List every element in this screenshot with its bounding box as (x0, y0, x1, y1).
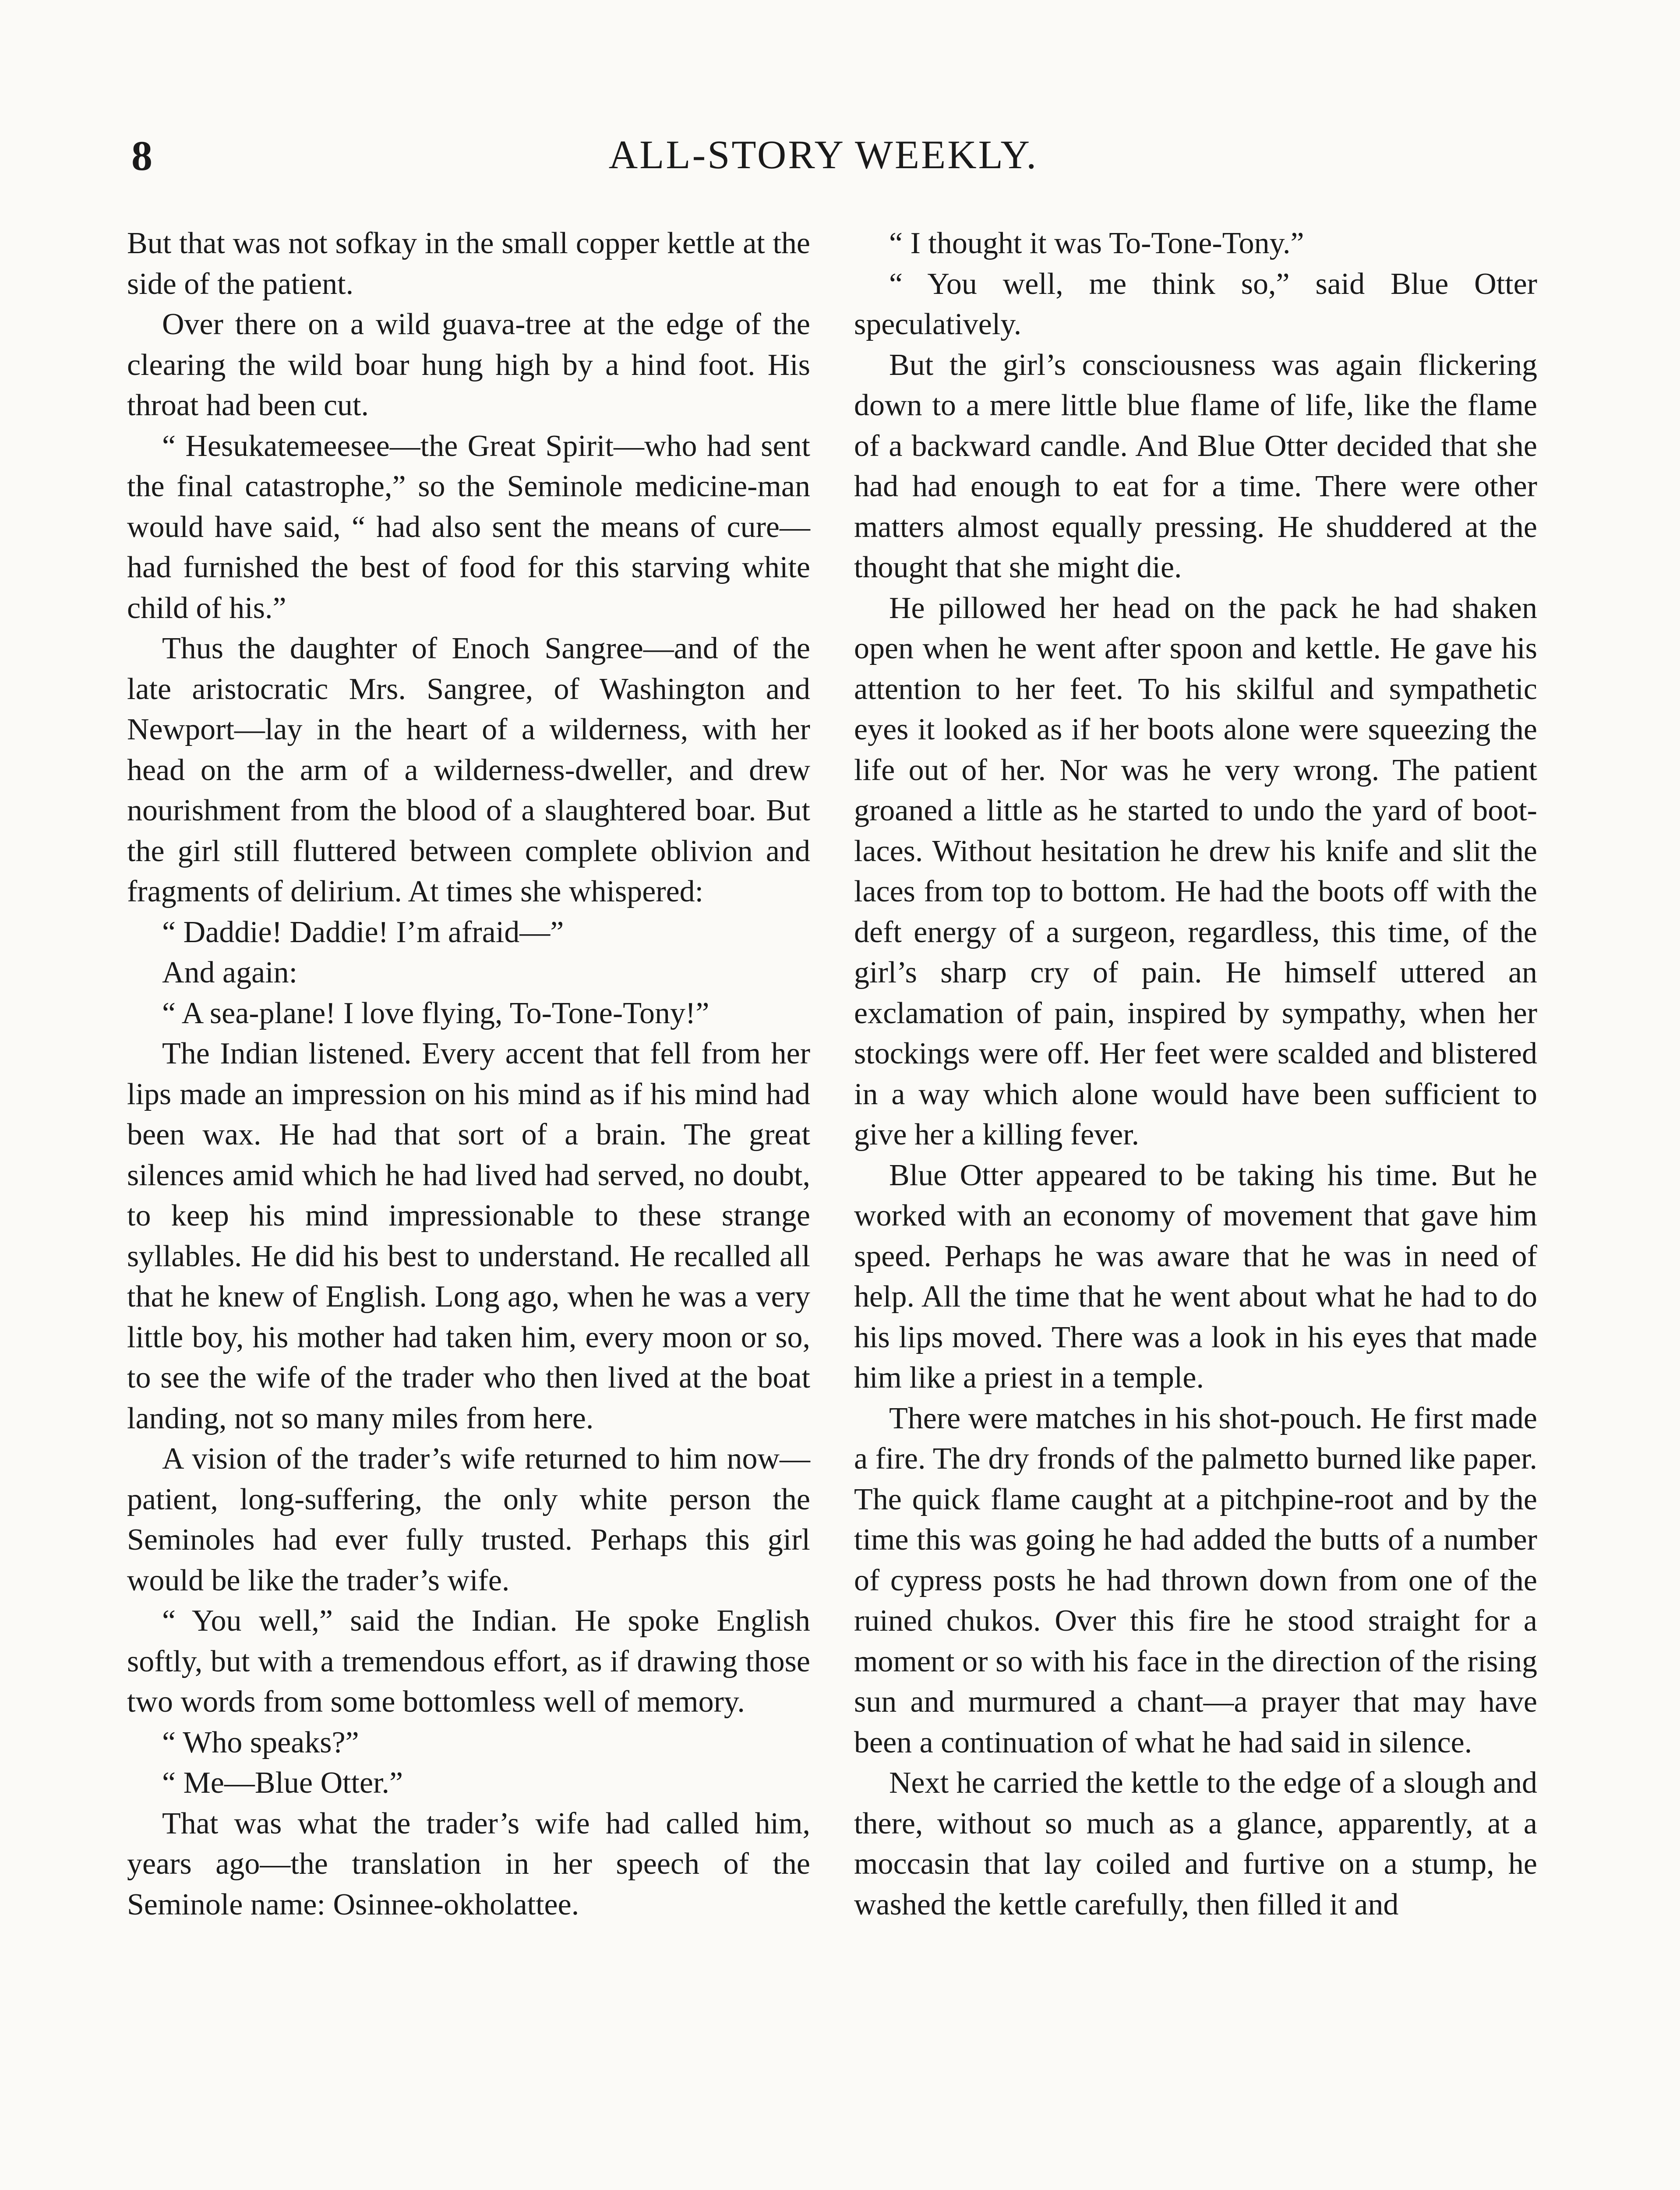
paragraph: Over there on a wild guava-tree at the edge of the clearing the wild boar hung high by a hind foot. His throat had been cut. (127, 307, 810, 422)
paragraph: “ Hesukatemeesee—the Great Spirit—who had sent the final catastrophe,” so the Seminole medicine-man would have said, “ had also sent the means of cure—had furnished the best of food for this starving white child of his.” (127, 429, 810, 625)
paragraph: “ Daddie! Daddie! I’m afraid—” (162, 915, 564, 949)
paragraph: But the girl’s consciousness was again flickering down to a mere little blue flame of life, like the flame of a backward candle. And Blue Otter decided that she had had enough to eat for a time. There were other matters almost equally pressing. He shuddered at the thought that she might die. (854, 348, 1537, 584)
paragraph: There were matches in his shot-pouch. He first made a fire. The dry fronds of the palmetto burned like paper. The quick flame caught at a pitchpine-root and by the time this was going he had added the butts of a number of cypress posts he had thrown down from one of the ruined chukos. Over this fire he stood straight for a moment or so with his face in the direction of the rising sun and murmured a chant—a prayer that may have been a continuation of what he had said in silence. (854, 1401, 1537, 1759)
paragraph: “ Me—Blue Otter.” (162, 1766, 403, 1800)
paragraph: Thus the daughter of Enoch Sangree—and of the late aristocratic Mrs. Sangree, of Washington and Newport—lay in the heart of a wilderness, with her head on the arm of a wilderness-dweller, and drew nourishment from the blood of a slaughtered boar. But the girl still fluttered between complete oblivion and fragments of delirium. At times she whispered: (127, 632, 810, 908)
paragraph: He pillowed her head on the pack he had shaken open when he went after spoon and kettle. He gave his attention to her feet. To his skilful and sympathetic eyes it looked as if her boots alone were squeezing the life out of her. Nor was he very wrong. The patient groaned a little as he started to undo the yard of boot-laces. Without hesitation he drew his knife and slit the laces from top to bottom. He had the boots off with the deft energy of a surgeon, regardless, this time, of the girl’s sharp cry of pain. He himself uttered an exclamation of pain, inspired by sympathy, when her stockings were off. Her feet were scalded and blistered in a way which alone would have been sufficient to give her a killing fever. (854, 591, 1537, 1152)
paragraph: But that was not sofkay in the small copper kettle at the side of the patient. (127, 226, 810, 301)
right-column (854, 223, 1537, 1925)
paragraph: “ You well,” said the Indian. He spoke English softly, but with a tremendous effort, as if drawing those two words from some bottomless well of memory. (127, 1604, 810, 1719)
paragraph: The Indian listened. Every accent that fell from her lips made an impression on his mind as if his mind had been wax. He had that sort of a brain. The great silences amid which he had lived had served, no doubt, to keep his mind impressionable to these strange syllables. He did his best to understand. He recalled all that he knew of English. Long ago, when he was a very little boy, his mother had taken him, every moon or so, to see the wife of the trader who then lived at the boat landing, not so many miles from here. (127, 1037, 810, 1435)
paragraph: “ You well, me think so,” said Blue Otter speculatively. (854, 267, 1537, 341)
paragraph: That was what the trader’s wife had called him, years ago—the translation in her speech of the Seminole name: Osinnee-okholattee. (127, 1806, 810, 1922)
paragraph: Blue Otter appeared to be taking his time. But he worked with an economy of movement that gave him speed. Perhaps he was aware that he was in need of help. All the time that he went about what he had to do his lips moved. There was a look in his eyes that made him like a priest in a temple. (854, 1158, 1537, 1395)
paragraph: Next he carried the kettle to the edge of a slough and there, without so much as a glance, apparently, at a moccasin that lay coiled and furtive on a stump, he washed the kettle carefully, then filled it and (854, 1766, 1537, 1922)
paragraph: A vision of the trader’s wife returned to him now—patient, long-suffering, the only white person the Seminoles had ever fully trusted. Perhaps this girl would be like the trader’s wife. (127, 1442, 810, 1597)
paragraph: “ I thought it was To-Tone-Tony.” (889, 226, 1304, 260)
paragraph: And again: (162, 956, 298, 989)
page-header (131, 131, 1515, 193)
page-number: 8 (131, 132, 152, 179)
running-head: ALL-STORY WEEKLY. (608, 132, 1038, 177)
paragraph: “ Who speaks?” (162, 1725, 359, 1759)
left-column (127, 223, 810, 1925)
paragraph: “ A sea-plane! I love flying, To-Tone-Tony!” (162, 996, 709, 1030)
